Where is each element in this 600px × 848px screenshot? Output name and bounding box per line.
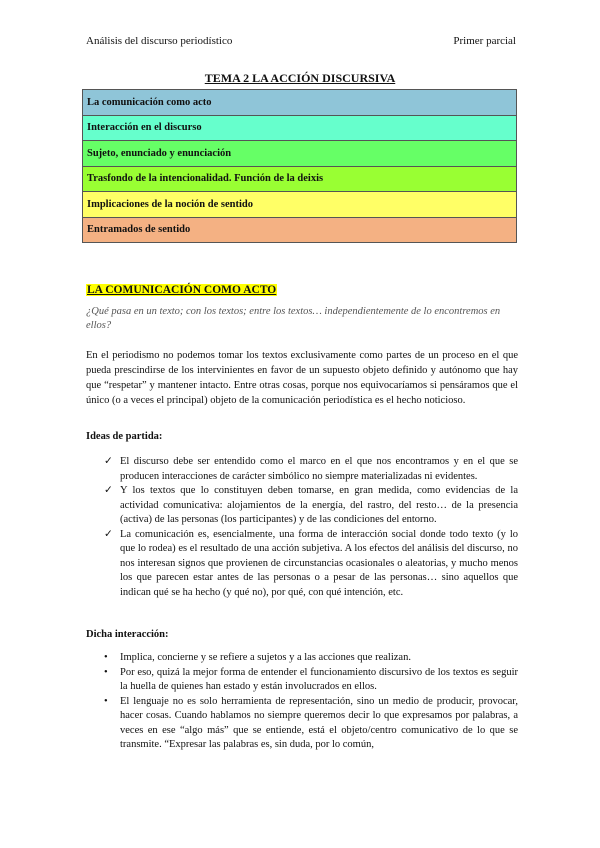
list-item-text: Y los textos que lo constituyen deben tomarse, en gran medida, como evidencias de la actividad comunicativa: alojamientos de la energía, del rastro, del resto… de la presencia (activa) de las personas (los participantes) y de las condiciones del entorno.	[120, 485, 518, 525]
topic-cell: Implicaciones de la noción de sentido	[83, 192, 517, 218]
list-item-text: Implica, concierne y se refiere a sujetos y a las acciones que realizan.	[120, 652, 411, 663]
list-item	[86, 666, 518, 695]
document-title: TEMA 2 LA ACCIÓN DISCURSIVA	[204, 71, 396, 85]
bullet-icon: •	[104, 695, 108, 707]
intro-paragraph: En el periodismo no podemos tomar los textos exclusivamente como partes de un proceso en el que pueda prescindirse de los intervinientes en favor de un supuesto objeto definido y autónomo que hay que “respetar” y mantener intacto. Entre otras cosas, porque nos equivocaríamos si pensáramos que el único (o a veces el principal) objeto de la comunicación periodística es el hecho noticioso.	[86, 350, 518, 406]
list-item	[86, 695, 518, 753]
ideas-list	[86, 455, 518, 600]
topic-cell: Trasfondo de la intencionalidad. Función de la deixis	[83, 166, 517, 192]
bullet-icon: •	[104, 666, 108, 678]
topic-row	[83, 115, 517, 141]
topic-row	[83, 192, 517, 218]
list-item-text: La comunicación es, esencialmente, una forma de interacción social donde todo texto (y lo que lo rodea) es el resultado de una acción subjetiva. A los efectos del análisis del discurso, no nos interesan signos que provienen de circunstancias ocasionales o aleatorias, y mucho menos los que parecen estar antes de las personas o a pesar de las personas… sino aquellos que indican qué se ha hecho (y qué no), por qué, con qué intención, etc.	[120, 528, 518, 598]
header-exam: Primer parcial	[453, 35, 516, 47]
topic-row	[83, 90, 517, 116]
page-header	[86, 35, 516, 51]
list-item-text: Por eso, quizá la mejor forma de entender el funcionamiento discursivo de los textos es seguir la huella de quienes han estado y están involucrados en ellos.	[120, 666, 518, 692]
topic-row	[83, 141, 517, 167]
list-item	[86, 455, 518, 484]
bullet-icon: •	[104, 652, 108, 663]
list-item	[86, 484, 518, 528]
topic-cell: La comunicación como acto	[83, 90, 517, 116]
interaction-heading: Dicha interacción:	[86, 629, 169, 640]
list-item	[86, 651, 518, 666]
interaction-list	[86, 651, 518, 753]
section-question: ¿Qué pasa en un texto; con los textos; entre los textos… independientemente de lo encontremos en ellos?	[86, 306, 501, 331]
topic-row	[83, 217, 517, 243]
checkmark-icon: ✓	[104, 456, 113, 467]
topic-row	[83, 166, 517, 192]
header-course: Análisis del discurso periodístico	[86, 35, 233, 47]
topic-cell: Sujeto, enunciado y enunciación	[83, 141, 517, 167]
section-title: LA COMUNICACIÓN COMO ACTO	[87, 284, 277, 296]
ideas-heading: Ideas de partida:	[86, 431, 163, 442]
topic-cell: Entramados de sentido	[83, 217, 517, 243]
list-item-text: El discurso debe ser entendido como el marco en el que nos encontramos y en el que se producen interacciones de carácter simbólico no siempre materializadas ni evidentes.	[120, 456, 518, 482]
checkmark-icon: ✓	[104, 528, 113, 540]
list-item	[86, 528, 518, 601]
list-item-text: El lenguaje no es solo herramienta de representación, sino un medio de producir, provocar, hacer cosas. Cuando hablamos no siempre queremos decir lo que expresamos por palabras, a veces en ese “algo más” que se entiende, está el objeto/centro comunicativo de lo que se transmite. “Expresar las palabras es, sin duda, por lo común,	[120, 695, 518, 750]
checkmark-icon: ✓	[104, 485, 113, 496]
topic-cell: Interacción en el discurso	[83, 115, 517, 141]
topics-table	[82, 89, 517, 243]
